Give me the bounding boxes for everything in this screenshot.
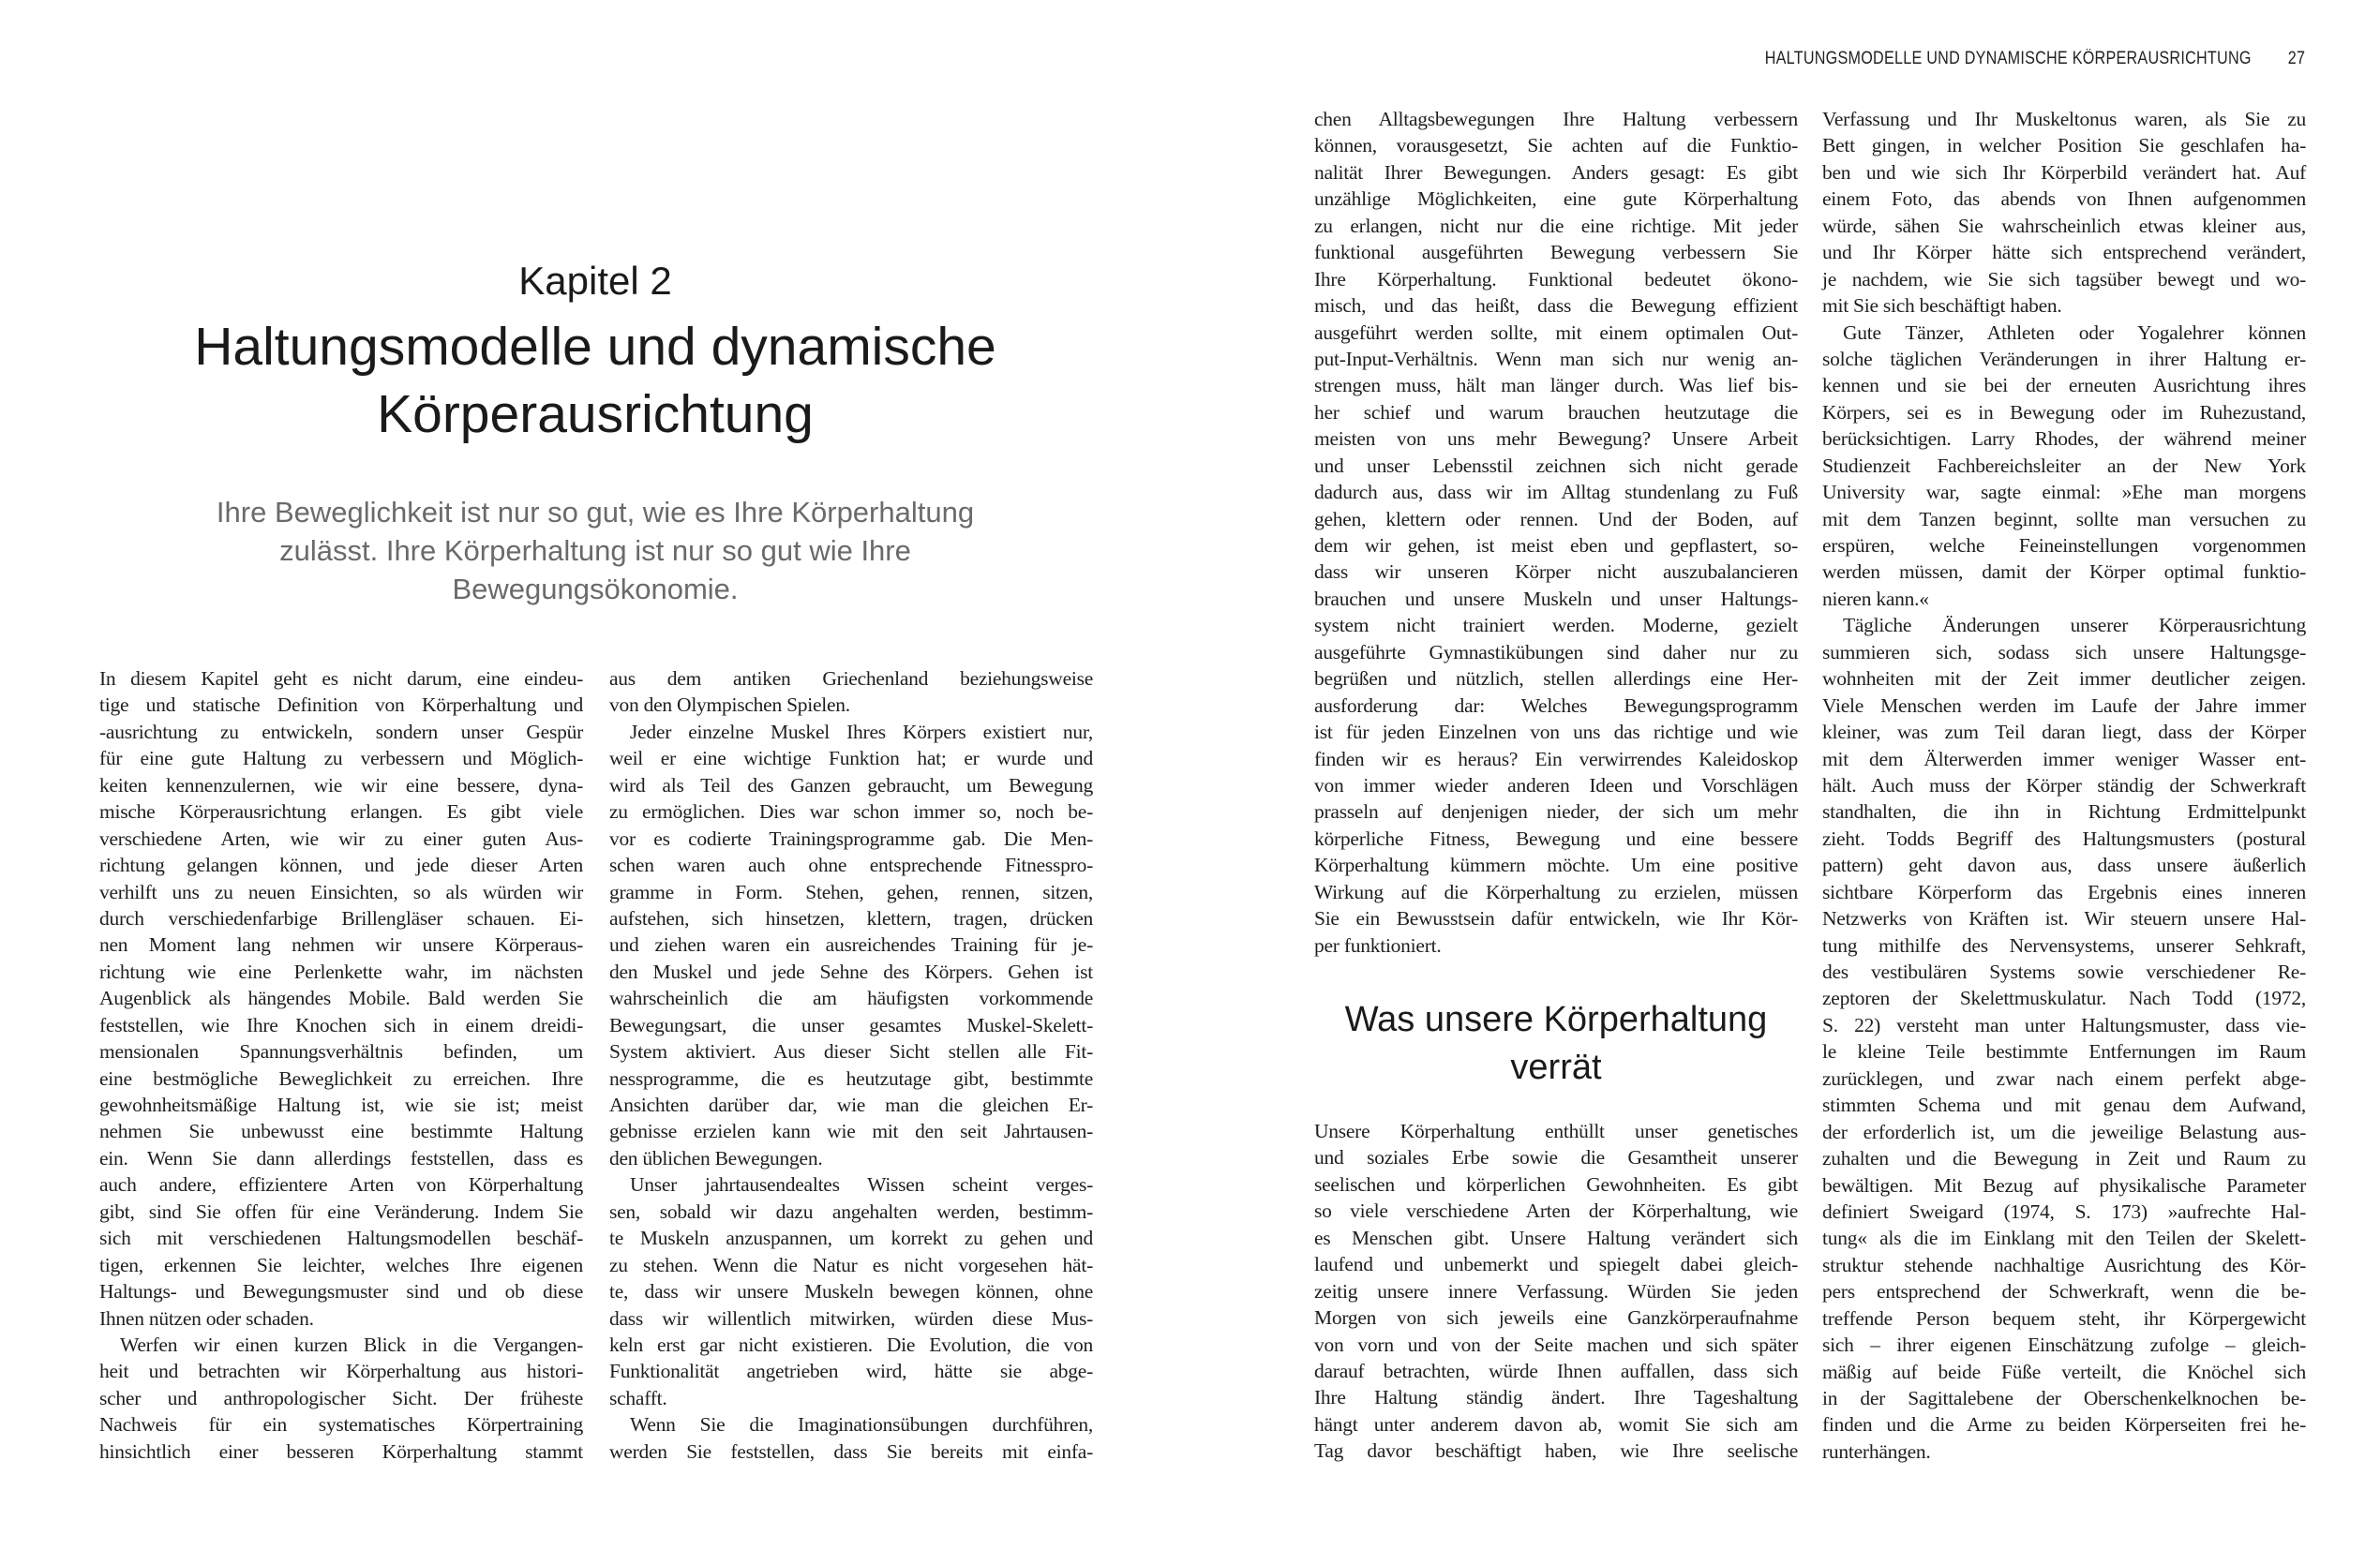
text-line: würde, sähen Sie wahrscheinlich etwas kleiner aus,	[1822, 214, 2306, 237]
text-line: Ansichten darüber dar, wie man die gleichen Er-	[609, 1094, 1093, 1116]
text-line: nen Moment lang nehmen wir unsere Körperaus-	[99, 933, 583, 957]
text-line: le kleine Teile bestimmte Entfernungen im Raum	[1822, 1040, 2306, 1064]
text-line: Jeder einzelne Muskel Ihres Körpers existiert nur,	[630, 720, 1093, 743]
text-line: Unser jahrtausendealtes Wissen scheint verges-	[630, 1173, 1093, 1197]
text-line: des vestibulären Systems sowie verschiedener Re-	[1822, 961, 2306, 983]
body-column-4	[1822, 106, 2306, 1465]
text-line: System aktiviert. Aus dieser Sicht stellen alle Fit-	[609, 1040, 1093, 1064]
section-heading	[1314, 996, 1798, 1092]
text-line: dass wir unseren Körper nicht auszubalancieren	[1314, 560, 1798, 584]
text-line: dem wir gehen, ist meist eben und gepflastert, so-	[1314, 534, 1798, 557]
text-line: weil er eine wichtige Funktion hat; er wurde und	[609, 747, 1093, 770]
text-line: gehen, klettern oder rennen. Und der Boden, auf	[1314, 507, 1798, 530]
text-line: eine bestmögliche Beweglichkeit zu erreichen. Ihre	[99, 1066, 583, 1090]
text-line: heit und betrachten wir Körperhaltung aus histori-	[99, 1360, 583, 1383]
text-line: es Menschen gibt. Unsere Haltung verändert sich	[1314, 1226, 1798, 1249]
text-line: tung mithilfe des Nervensystems, unserer Sehkraft,	[1822, 933, 2306, 957]
paragraph	[99, 1332, 583, 1465]
text-line: sich – ihrer eigenen Einschätzung zufolge – gleich-	[1822, 1334, 2306, 1357]
chapter-title-line: Körperausrichtung	[377, 384, 814, 444]
text-line: runterhängen.	[1822, 1439, 1931, 1463]
text-line: Morgen von sich jeweils eine Ganzkörperaufnahme	[1314, 1306, 1798, 1330]
epigraph-line: Bewegungsökonomie.	[452, 573, 739, 605]
text-line: darauf betrachten, würde Ihnen auffallen, dass sich	[1314, 1359, 1798, 1382]
body-column-2	[609, 665, 1093, 1465]
text-line: sich mit verschiedenen Haltungsmodellen beschäf-	[99, 1227, 583, 1250]
text-line: können, vorausgesetzt, Sie achten auf die Funktio-	[1314, 134, 1798, 157]
text-line: Haltungs- und Bewegungsmuster sind und ob diese	[99, 1280, 583, 1304]
chapter-epigraph	[150, 493, 1040, 608]
text-line: Unsere Körperhaltung enthüllt unser genetisches	[1314, 1120, 1798, 1142]
text-line: strengen muss, hält man länger durch. Was lief bis-	[1314, 374, 1798, 397]
text-line: mit dem Älterwerden immer weniger Wasser ent-	[1822, 747, 2306, 770]
text-line: einem Foto, das abends von Ihnen aufgenommen	[1822, 187, 2306, 211]
text-line: Bett gingen, in welcher Position Sie geschlafen ha-	[1822, 134, 2306, 157]
text-line: mit dem Tanzen beginnt, sollte man versuchen zu	[1822, 507, 2306, 530]
text-line: dass wir willentlich mitwirken, würden diese Mus-	[609, 1306, 1093, 1330]
text-line: chen Alltagsbewegungen Ihre Haltung verbessern	[1314, 108, 1798, 130]
text-line: der erforderlich ist, um die jeweilige Belastung aus-	[1822, 1120, 2306, 1143]
text-line: Ihnen nützen oder schaden.	[99, 1306, 314, 1330]
text-line: erspüren, welche Feineinstellungen vorgenommen	[1822, 534, 2306, 557]
text-line: Sie ein Bewusstsein dafür entwickeln, wie Ihr Kör-	[1314, 907, 1798, 931]
text-line: werden Sie feststellen, dass Sie bereits mit einfa-	[609, 1439, 1093, 1463]
text-line: tige und statische Definition von Körperhaltung und	[99, 693, 583, 717]
text-line: und soziales Erbe sowie die Gesamtheit unserer	[1314, 1146, 1798, 1170]
text-line: brauchen und unsere Muskeln und unser Haltungs-	[1314, 587, 1798, 610]
text-line: durch verschiedenfarbige Brillengläser schauen. Ei-	[99, 906, 583, 930]
text-line: te Muskeln anzuspannen, um korrekt zu gehen und	[609, 1227, 1093, 1250]
text-line: für eine gute Haltung zu verbessern und Möglich-	[99, 747, 583, 770]
text-line: -ausrichtung zu entwickeln, sondern unser Gespür	[99, 720, 583, 743]
epigraph-line: Ihre Beweglichkeit ist nur so gut, wie es Ihre Körperhaltung	[216, 496, 975, 529]
text-line: gebnisse erzielen kann wie mit den seit Jahrtausen-	[609, 1120, 1093, 1143]
text-line: Tag davor beschäftigt haben, wie Ihre seelische	[1314, 1439, 1798, 1463]
text-line: mensionalen Spannungsverhältnis befinden, um	[99, 1040, 583, 1064]
text-line: so viele verschiedene Arten der Körperhaltung, wie	[1314, 1200, 1798, 1223]
text-line: berücksichtigen. Larry Rhodes, der während meiner	[1822, 427, 2306, 451]
text-line: von immer wieder anderen Ideen und Vorschlägen	[1314, 773, 1798, 797]
text-line: hinsichtlich einer besseren Körperhaltung stammt	[99, 1439, 583, 1463]
running-title: HALTUNGSMODELLE UND DYNAMISCHE KÖRPERAUSRICHTUNG	[1764, 49, 2252, 68]
text-line: dadurch aus, dass wir im Alltag stundenlang zu Fuß	[1314, 481, 1798, 504]
text-line: funktional ausgeführten Bewegung verbessern Sie	[1314, 241, 1798, 264]
body-column-3-section	[1314, 1118, 1798, 1465]
text-line: kleiner, was zum Teil daran liegt, dass der Körper	[1822, 721, 2306, 744]
text-line: ausgeführt werden sollte, mit einem optimalen Out-	[1314, 320, 1798, 344]
running-header	[1764, 49, 2305, 69]
text-line: pers entsprechend der Schwerkraft, wenn die be-	[1822, 1280, 2306, 1304]
text-line: per funktioniert.	[1314, 933, 1442, 957]
text-line: Bewegungsart, die unser gesamtes Muskel-Skelett-	[609, 1013, 1093, 1036]
chapter-number: Kapitel 2	[518, 259, 672, 303]
text-line: seelischen und körperlichen Gewohnheiten. Es gibt	[1314, 1172, 1798, 1196]
text-line: auch andere, effizientere Arten von Körperhaltung	[99, 1173, 583, 1197]
text-line: stimmten Schema und mit genau dem Aufwand,	[1822, 1094, 2306, 1117]
text-line: feststellen, wie Ihre Knochen sich in einem dreidi-	[99, 1013, 583, 1036]
text-line: körperliche Fitness, Bewegung und eine bessere	[1314, 827, 1798, 850]
text-line: und unser Lebensstil zeichnen sich nicht gerade	[1314, 454, 1798, 477]
text-line: ben und wie sich Ihr Körperbild verändert hat. Auf	[1822, 160, 2306, 184]
text-line: zeitig unsere innere Verfassung. Würden Sie jeden	[1314, 1279, 1798, 1303]
text-line: kennen und sie bei der erneuten Ausrichtung ihres	[1822, 374, 2306, 397]
text-line: Augenblick als hängendes Mobile. Bald werden Sie	[99, 987, 583, 1010]
text-line: keiten kennenzulernen, wie wir eine bessere, dyna-	[99, 773, 583, 797]
paragraph	[609, 719, 1093, 1171]
text-line: tigen, erkennen Sie leichter, welches Ihre eigenen	[99, 1253, 583, 1276]
text-line: University war, sagte einmal: »Ehe man morgens	[1822, 481, 2306, 504]
text-line: tung« als die im Einklang mit den Teilen der Skelett-	[1822, 1227, 2306, 1250]
text-line: Funktionalität angetrieben wird, hätte sie abge-	[609, 1360, 1093, 1383]
text-line: finden wir es heraus? Ein verwirrendes Kaleidoskop	[1314, 747, 1798, 770]
text-line: ausgeführte Gymnastikübungen sind daher nur zu	[1314, 640, 1798, 663]
text-line: Wenn Sie die Imaginationsübungen durchführen,	[630, 1413, 1093, 1437]
text-line: vor es codierte Trainingsprogramme gab. Die Men-	[609, 827, 1093, 850]
section-heading-line: Was unsere Körperhaltung	[1344, 1000, 1768, 1039]
text-line: summieren sich, sodass sich unsere Haltungsge-	[1822, 640, 2306, 663]
text-line: Körperhaltung kümmern möchte. Um eine positive	[1314, 854, 1798, 877]
text-line: unzählige Möglichkeiten, eine gute Körperhaltung	[1314, 187, 1798, 211]
text-line: sichtbare Körperform das Ergebnis eines inneren	[1822, 880, 2306, 903]
text-line: gibt, sind Sie offen für eine Veränderung. Indem Sie	[99, 1200, 583, 1223]
text-line: zu ermöglichen. Dies war schon immer so, noch be-	[609, 800, 1093, 824]
text-line: wird als Teil des Ganzen gebraucht, um Bewegung	[609, 773, 1093, 797]
paragraph	[609, 1411, 1093, 1465]
text-line: Wirkung auf die Körperhaltung zu erzielen, müssen	[1314, 880, 1798, 903]
epigraph-line: zulässt. Ihre Körperhaltung ist nur so gut wie Ihre	[279, 534, 911, 567]
text-line: wahrscheinlich die am häufigsten vorkommende	[609, 987, 1093, 1010]
body-column-3	[1314, 106, 1798, 959]
text-line: je nachdem, wie Sie sich tagsüber bewegt und wo-	[1822, 267, 2306, 291]
chapter-title-line: Haltungsmodelle und dynamische	[194, 317, 996, 377]
text-line: von den Olympischen Spielen.	[609, 693, 850, 717]
text-line: den üblichen Bewegungen.	[609, 1146, 823, 1170]
text-line: bewältigen. Mit Bezug auf physikalische Parameter	[1822, 1173, 2306, 1197]
text-line: verhilft uns zu neuen Einsichten, so als würden wir	[99, 880, 583, 903]
text-line: schafft.	[609, 1386, 667, 1409]
text-line: aus dem antiken Griechenland beziehungsweise	[609, 667, 1093, 690]
text-line: In diesem Kapitel geht es nicht darum, eine eindeu-	[99, 667, 583, 690]
text-line: Nachweis für ein systematisches Körpertraining	[99, 1413, 583, 1437]
text-line: richtung wie eine Perlenkette wahr, im nächsten	[99, 960, 583, 983]
text-line: definiert Sweigard (1974, S. 173) »aufrechte Hal-	[1822, 1200, 2306, 1223]
text-line: scher und anthropologischer Sicht. Der früheste	[99, 1386, 583, 1409]
paragraph	[1314, 1118, 1798, 1465]
text-line: Verfassung und Ihr Muskeltonus waren, als Sie zu	[1822, 108, 2306, 130]
text-line: wohnheiten mit der Zeit immer deutlicher zeigen.	[1822, 667, 2306, 691]
text-line: nalität Ihrer Bewegungen. Anders gesagt: Es gibt	[1314, 160, 1798, 184]
text-line: mäßig auf beide Füße verteilt, die Knöchel sich	[1822, 1360, 2306, 1383]
text-line: meisten von uns mehr Bewegung? Unsere Arbeit	[1314, 427, 1798, 451]
text-line: ein. Wenn Sie dann allerdings feststellen, dass es	[99, 1146, 583, 1170]
text-line: struktur stehende nachhaltige Ausrichtung des Kör-	[1822, 1253, 2306, 1276]
text-line: aufstehen, sich hinsetzen, klettern, tragen, drücken	[609, 906, 1093, 930]
text-line: zieht. Todds Begriff des Haltungsmusters (postural	[1822, 827, 2306, 850]
paragraph	[1822, 106, 2306, 320]
paragraph	[1314, 106, 1798, 959]
text-line: standhalten, die ihn in Richtung Erdmittelpunkt	[1822, 800, 2306, 824]
text-line: finden und die Arme zu beiden Körperseiten frei he-	[1822, 1413, 2306, 1437]
text-line: mit Sie sich beschäftigt haben.	[1822, 294, 2062, 318]
text-line: den Muskel und jede Sehne des Körpers. Gehen ist	[609, 960, 1093, 983]
text-line: hält. Auch muss der Körper ständig der Schwerkraft	[1822, 773, 2306, 797]
text-line: Studienzeit Fachbereichsleiter an der New York	[1822, 454, 2306, 477]
text-line: misch, und das heißt, dass die Bewegung effizient	[1314, 294, 1798, 318]
text-line: gramme in Form. Stehen, gehen, rennen, sitzen,	[609, 880, 1093, 903]
text-line: und ziehen waren ein ausreichendes Training für je-	[609, 933, 1093, 957]
text-line: system nicht trainiert werden. Moderne, gezielt	[1314, 614, 1798, 637]
text-line: nessprogramme, die es heutzutage gibt, bestimmte	[609, 1066, 1093, 1090]
paragraph	[1822, 612, 2306, 1465]
text-line: solche täglichen Veränderungen in ihrer Haltung er-	[1822, 347, 2306, 370]
text-line: Körpers, sei es in Bewegung oder im Ruhezustand,	[1822, 400, 2306, 424]
text-line: verschiedene Arten, wie wir zu einer guten Aus-	[99, 827, 583, 850]
text-line: nieren kann.«	[1822, 587, 1929, 610]
text-line: Viele Menschen werden im Laufe der Jahre immer	[1822, 693, 2306, 717]
paragraph	[1822, 320, 2306, 613]
text-line: zuhalten und die Bewegung in Zeit und Raum zu	[1822, 1147, 2306, 1170]
text-line: Ihre Körperhaltung. Funktional bedeutet ökono-	[1314, 267, 1798, 291]
text-line: zu stehen. Wenn die Natur es nicht vorgesehen hät-	[609, 1253, 1093, 1276]
text-line: laufend und unbemerkt und spiegelt dabei gleich-	[1314, 1253, 1798, 1276]
text-line: pattern) geht davon aus, dass unsere äußerlich	[1822, 854, 2306, 877]
text-line: her schief und warum brauchen heutzutage die	[1314, 400, 1798, 424]
text-line: hängt unter anderem davon ab, womit Sie sich am	[1314, 1412, 1798, 1436]
text-line: sen, sobald wir dazu angehalten werden, bestimm-	[609, 1200, 1093, 1223]
text-line: zurücklegen, und zwar nach einem perfekt abge-	[1822, 1066, 2306, 1090]
text-line: treffende Person bequem steht, ihr Körpergewicht	[1822, 1306, 2306, 1330]
text-line: schen waren auch ohne entsprechende Fitnesspro-	[609, 854, 1093, 877]
text-line: Netzwerks von Kräften ist. Wir steuern unsere Hal-	[1822, 907, 2306, 931]
text-line: put-Input-Verhältnis. Wenn man sich nur wenig an-	[1314, 347, 1798, 370]
text-line: Ihre Haltung ständig ändert. Ihre Tageshaltung	[1314, 1386, 1798, 1409]
text-line: zu erlangen, nicht nur die eine richtige. Mit jeder	[1314, 214, 1798, 237]
paragraph	[609, 665, 1093, 719]
page-number: 27	[2287, 49, 2305, 68]
text-line: richtung gelangen können, und jede dieser Arten	[99, 854, 583, 877]
text-line: zeptoren der Skelettmuskulatur. Nach Todd (1972,	[1822, 987, 2306, 1010]
text-line: mische Körperausrichtung erlangen. Es gibt viele	[99, 800, 583, 824]
paragraph	[99, 665, 583, 1332]
text-line: ausforderung dar: Welches Bewegungsprogramm	[1314, 693, 1798, 717]
text-line: und Ihr Körper hätte sich entsprechend verändert,	[1822, 241, 2306, 264]
chapter-title	[131, 313, 1059, 448]
text-line: ist für jeden Einzelnen von uns das richtige und wie	[1314, 721, 1798, 744]
text-line: te, dass wir unsere Muskeln bewegen können, ohne	[609, 1280, 1093, 1304]
paragraph	[609, 1171, 1093, 1411]
body-column-1	[99, 665, 583, 1465]
section-heading-line: verrät	[1510, 1048, 1602, 1087]
text-line: von vorn und von der Seite machen und sich später	[1314, 1333, 1798, 1356]
text-line: nehmen Sie unbewusst eine bestimmte Haltung	[99, 1120, 583, 1143]
text-line: Werfen wir einen kurzen Blick in die Vergangen-	[120, 1333, 583, 1356]
text-line: prasseln auf denjenigen nieder, der sich um mehr	[1314, 800, 1798, 824]
text-line: S. 22) versteht man unter Haltungsmuster, dass vie-	[1822, 1013, 2306, 1036]
text-line: Gute Tänzer, Athleten oder Yogalehrer können	[1843, 320, 2306, 344]
text-line: in der Sagittalebene der Oberschenkelknochen be-	[1822, 1387, 2306, 1409]
text-line: begrüßen und nützlich, stellen allerdings eine Her-	[1314, 667, 1798, 691]
text-line: Tägliche Änderungen unserer Körperausrichtung	[1843, 614, 2306, 637]
text-line: keln erst gar nicht existieren. Die Evolution, die von	[609, 1333, 1093, 1356]
text-line: gewohnheitsmäßige Haltung ist, wie sie ist; meist	[99, 1094, 583, 1116]
text-line: werden müssen, damit der Körper optimal funktio-	[1822, 560, 2306, 584]
